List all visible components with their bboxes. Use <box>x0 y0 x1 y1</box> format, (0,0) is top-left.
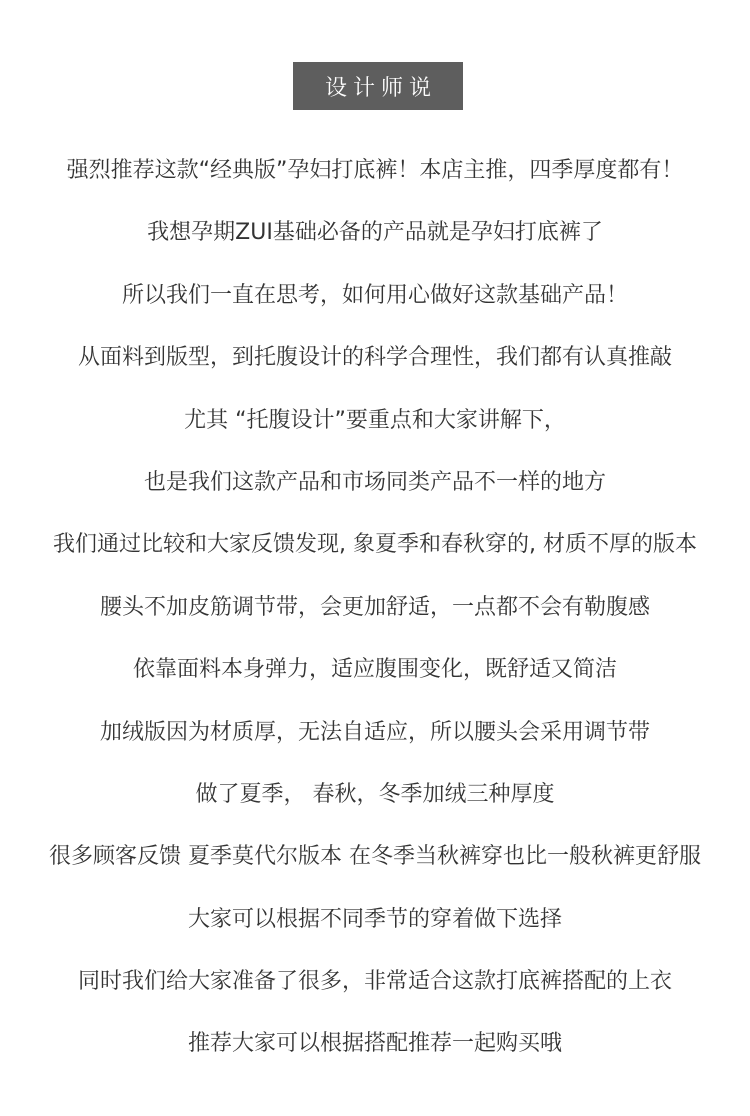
description-line: 很多顾客反馈 夏季莫代尔版本 在冬季当秋裤穿也比一般秋裤更舒服 <box>49 844 701 870</box>
section-title-badge <box>293 62 463 110</box>
description-line: 强烈推荐这款“经典版”孕妇打底裤！本店主推，四季厚度都有！ <box>66 158 684 183</box>
description-line: 做了夏季， 春秋，冬季加绒三种厚度 <box>195 781 555 807</box>
description-line: 腰头不加皮筋调节带，会更加舒适，一点都不会有勒腹感 <box>99 594 650 620</box>
description-line: 也是我们这款产品和市场同类产品不一样的地方 <box>143 469 606 495</box>
description-line: 所以我们一直在思考，如何用心做好这款基础产品！ <box>121 282 628 308</box>
description-line: 加绒版因为材质厚，无法自适应，所以腰头会采用调节带 <box>99 719 650 745</box>
description-line: 推荐大家可以根据搭配推荐一起购买哦 <box>187 1031 562 1057</box>
description-line: 同时我们给大家准备了很多，非常适合这款打底裤搭配的上衣 <box>77 969 672 995</box>
description-line: 我们通过比较和大家反馈发现, 象夏季和春秋穿的, 材质不厚的版本 <box>53 532 697 558</box>
description-line: 依靠面料本身弹力，适应腹围变化，既舒适又简洁 <box>132 657 617 683</box>
description-line: 从面料到版型，到托腹设计的科学合理性，我们都有认真推敲 <box>77 345 672 371</box>
section-title: 设计师说 <box>324 75 437 101</box>
description-lines <box>0 140 750 1076</box>
description-line: 大家可以根据不同季节的穿着做下选择 <box>187 906 562 932</box>
description-line: 尤其 “托腹设计”要重点和大家讲解下， <box>184 407 566 433</box>
description-line: 我想孕期ZUI基础必备的产品就是孕妇打底裤了 <box>147 220 603 246</box>
